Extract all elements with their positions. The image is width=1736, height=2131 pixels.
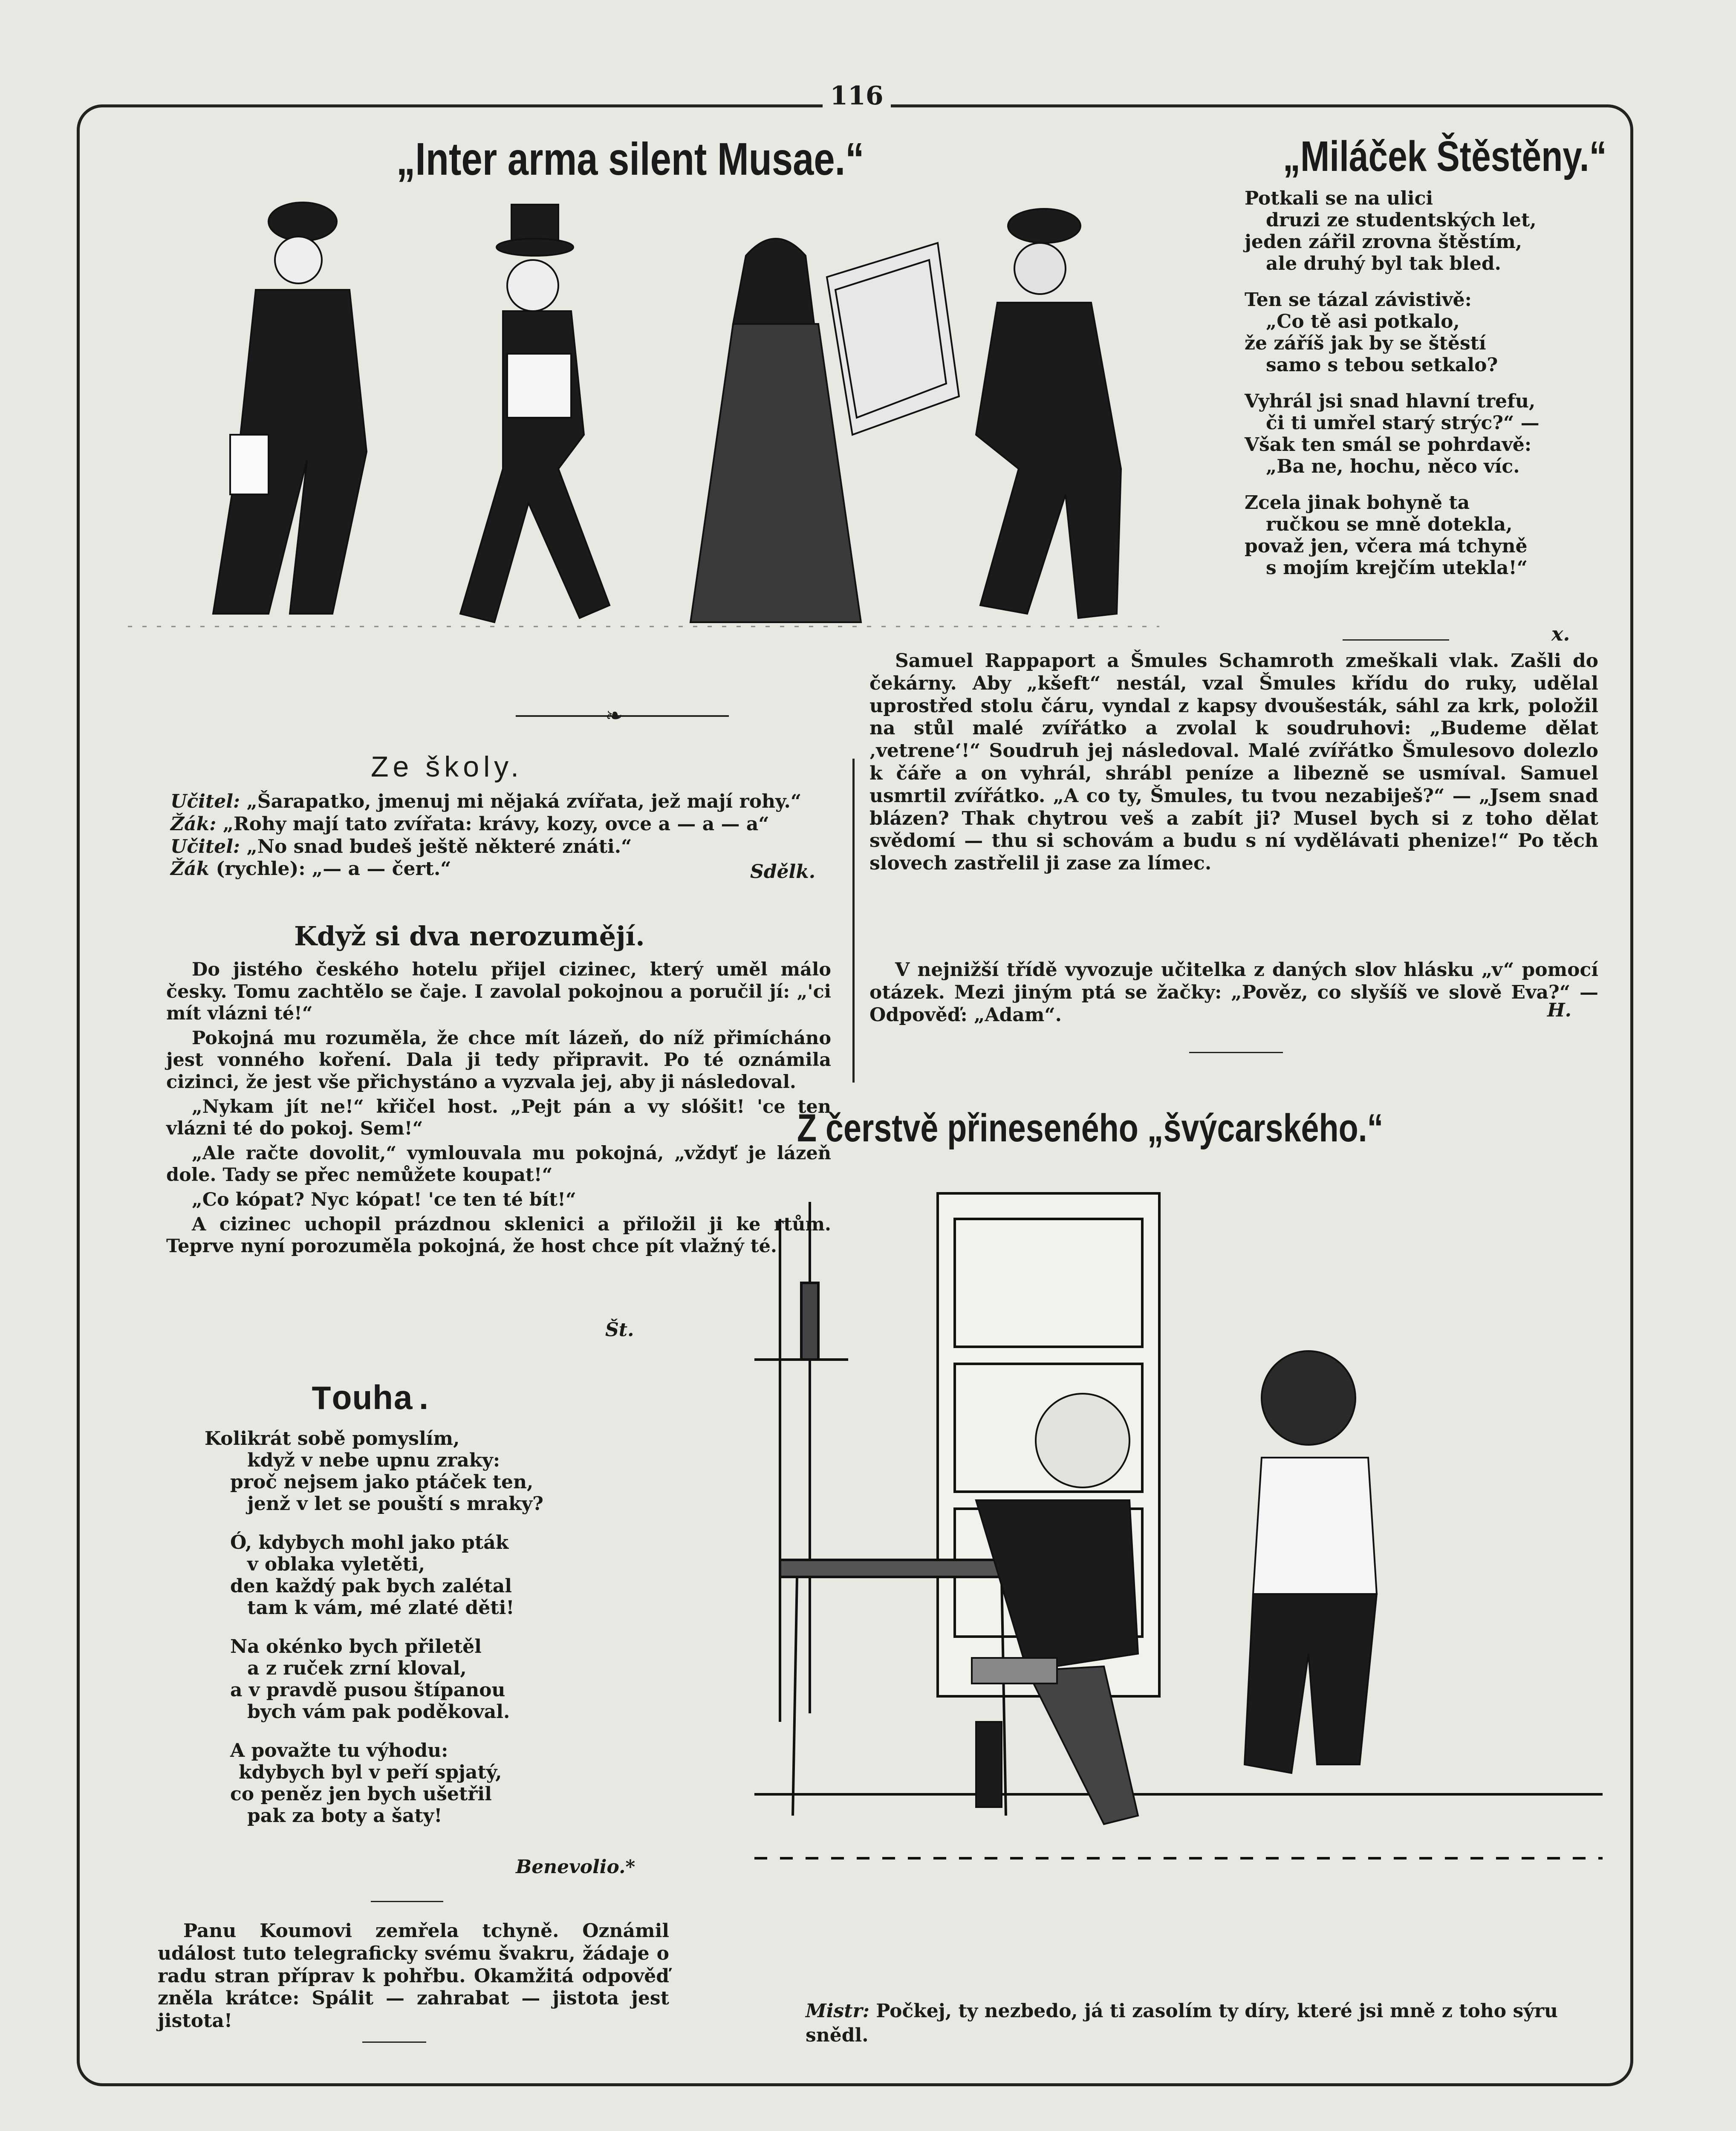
eva-anecdote: V nejnižší třídě vyvozuje učitelka z daných slov hlásku „v“ pomocí otázek. Mezi jiným ptá se žačky: „Pověz, co slyšíš ve slově Eva?“ — Odpověď: „Adam“. bbox=[869, 959, 1598, 1026]
column-divider bbox=[852, 759, 855, 1083]
koumov-rule bbox=[362, 2041, 426, 2043]
koumov-anecdote: Panu Koumovi zemřela tchyně. Oznámil událost tuto telegraficky svému švakru, žádaje o radu stran příprav k pohřbu. Okamžitá odpověď zněla krátce: Spálit — zahrabat — jistota jest jistota! bbox=[158, 1920, 669, 2032]
milacek-title: „Miláček Štěstěny.“ bbox=[1283, 133, 1607, 180]
eva-signature: H. bbox=[1547, 999, 1571, 1021]
ze-skoly-dialog: Učitel: „Šarapatko, jmenuj mi nějaká zvířata, jež mají rohy.“ Žák: „Rohy mají tato zvířata: krávy, kozy, ovce a — a — a“ Učitel: „No snad budeš ještě některé znáti.“ Žák (rychle): „— a — čert.“ bbox=[170, 791, 802, 880]
milacek-poem: Potkali se na ulici druzi ze studentských let, jeden zářil zrovna štěstím, ale druhý byl tak bled. Ten se tázal závistivě: „Co tě asi potkalo, že záříš jak by se štěstí samo s tebou setkalo? Vyhrál jsi snad hlavní trefu, či ti umřel starý strýc?“ — Však ten smál se pohrdavě: „Ba ne, hochu, něco víc. Zcela jinak bohyně ta ručkou se mně dotekla, považ jen, včera má tchyně s mojím krejčím utekla!“ bbox=[1245, 188, 1540, 579]
page-number: 116 bbox=[823, 81, 891, 111]
eva-rule bbox=[1189, 1052, 1283, 1053]
touha-title: Touha. bbox=[311, 1381, 434, 1420]
milacek-rule bbox=[1343, 639, 1449, 641]
svycarsky-title: Z čerstvě přineseného „švýcarského.“ bbox=[797, 1106, 1384, 1150]
kdyz-signature: Št. bbox=[605, 1319, 634, 1341]
ze-skoly-title: Ze školy. bbox=[371, 751, 523, 783]
ze-skoly-signature: Sdělk. bbox=[750, 861, 816, 883]
milacek-signature: x. bbox=[1551, 622, 1570, 645]
touha-poem: Kolikrát sobě pomyslím, když v nebe upnu zraky: proč nejsem jako ptáček ten, jenž v let se pouští s mraky? Ó, kdybych mohl jako pták v oblaka vyletěti, den každý pak bych zalétal tam k vám, mé zlaté děti! Na okénko bych přiletěl a z ruček zrní kloval, a v pravdě pusou štípanou bych vám pak poděkoval. A považte tu výhodu: kdybych byl v peří spjatý, co peněz jen bych ušetřil pak za boty a šaty! bbox=[205, 1428, 543, 1827]
touha-signature: Benevolio.* bbox=[516, 1856, 635, 1878]
rappaport-anecdote: Samuel Rappaport a Šmules Schamroth zmeškali vlak. Zašli do čekárny. Aby „kšeft“ nestál, vzal Šmules křídu do ruky, udělal uprostřed stolu čáru, vyndal z kapsy dvoušesták, sáhl za krk, položil na stůl malé zvířátko a zvolal k soudruhovi: „Budeme dělat ‚vetrene‘!“ Soudruh jej následoval. Malé zvířátko Šmulesovo dolezlo k čáře a on vyhrál, shrábl peníze a libezně se usmíval. Samuel usmrtil zvířátko. „A co ty, Šmules, tu tvou nezabiješ?“ — „Jsem snad blázen? Thak chytrou veš a zabít ji? Musel bych si z toho dělat svědomí — thu si schovám a budu s ní vydělávati phenize!“ Po těch slovech zastřelil ji zase za límec. bbox=[869, 650, 1598, 875]
inter-arma-title: „Inter arma silent Musae.“ bbox=[396, 133, 864, 185]
inter-arma-illustration bbox=[128, 196, 1159, 682]
ornament-icon: ❧ bbox=[605, 703, 623, 728]
svycarsky-caption: Mistr: Počkej, ty nezbedo, já ti zasolím ty díry, které jsi mně z toho sýru snědl. bbox=[806, 2000, 1558, 2047]
kdyz-title: Když si dva nerozumějí. bbox=[294, 921, 645, 952]
kdyz-story: Do jistého českého hotelu přijel cizinec, který uměl málo česky. Tomu zachtělo se čaje. I zavolal pokojnou a poručil jí: „'ci mít vlázni té!“ Pokojná mu rozuměla, že chce mít lázeň, do níž přimícháno jest vonného koření. Dala ji tedy připravit. Po té oznámila cizinci, že jest vše přichystáno a vyzvala jej, aby ji následoval. „Nykam jít ne!“ křičel host. „Pejt pán a vy slóšit! 'ce ten vlázni té do pokoj. Sem!“ „Ale račte dovolit,“ vymlouvala mu pokojná, „vždyť je lázeň dole. Tady se přec nemůžete koupat!“ „Co kópat? Nyc kópat! 'ce ten té bít!“ A cizinec uchopil prázdnou sklenici a přiložil ji ke rtům. Teprve nyní porozuměla pokojná, že host chce pít vlažný té. bbox=[166, 959, 831, 1257]
svycarsky-illustration bbox=[754, 1176, 1603, 1978]
touha-rule bbox=[371, 1901, 443, 1902]
